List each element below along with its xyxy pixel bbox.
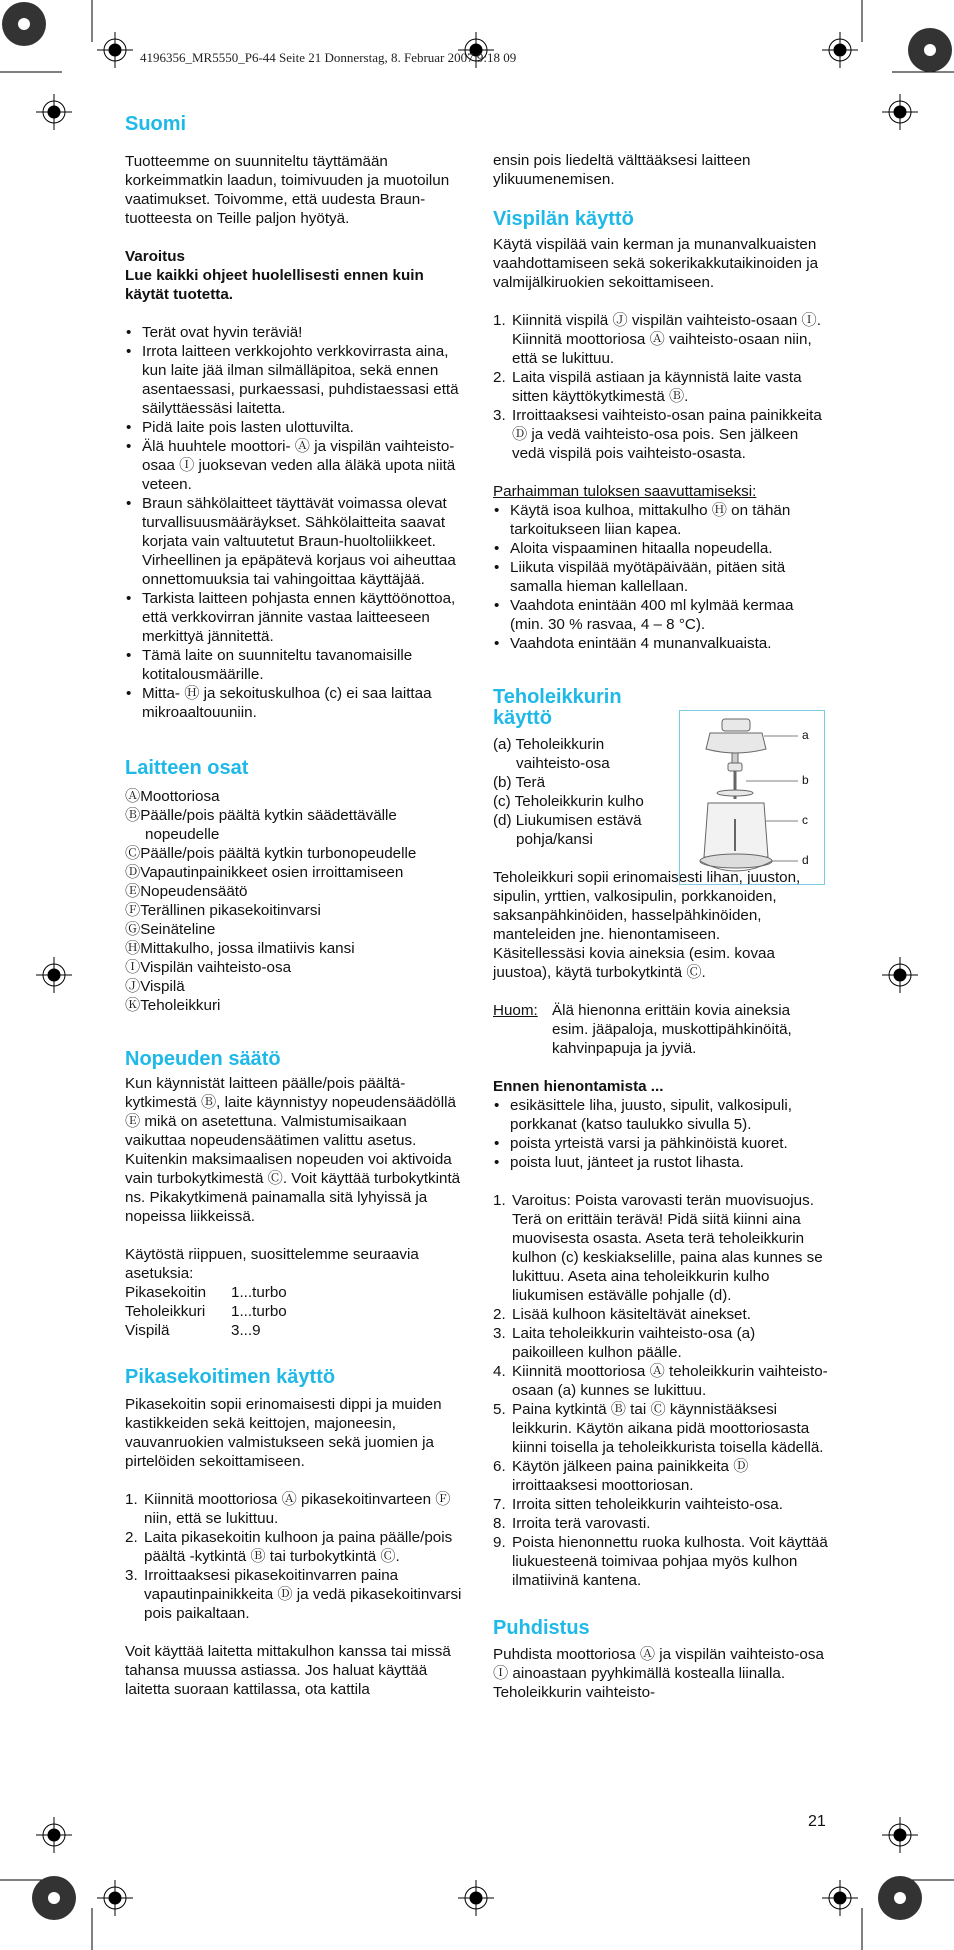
- whisk-steps: [493, 311, 830, 463]
- settings-table: [125, 1283, 287, 1340]
- warning-item: • Terät ovat hyvin teräviä!: [125, 323, 465, 342]
- section-title-cleaning: Puhdistus: [493, 1617, 590, 1639]
- table-row: Vispilä 3...9: [125, 1322, 261, 1339]
- figure-label: c: [802, 813, 808, 827]
- figure-label: d: [802, 853, 809, 867]
- chopper-steps: [493, 1191, 830, 1590]
- part-item: ⒸPäälle/pois päältä kytkin turbonopeudelle: [125, 845, 417, 862]
- part-item: ⒷPäälle/pois päältä kytkin säädettävälle: [125, 807, 397, 824]
- list-item: 1. Varoitus: Poista varovasti terän muovisuojus. Terä on erittäin terävä! Pidä siitä kiinni aina muovisesta osasta. Aseta terä teholeikkurin kulhon (c) keskiakselille, paina alas kunnes se lukittuu. Aseta aina teholeikkurin kulho liukumisen estävälle pohjalle (d).: [493, 1192, 823, 1304]
- warning-subheading: Lue kaikki ohjeet huolellisesti ennen kuin käytät tuotetta.: [125, 267, 424, 303]
- note-label: Huom:: [493, 1002, 538, 1019]
- part-item: ⒹVapautinpainikkeet osien irroittamiseen: [125, 864, 404, 881]
- warning-list: [125, 323, 465, 722]
- chopper-figure: [679, 710, 825, 885]
- warning-item: • Tarkista laitteen pohjasta ennen käyttöönottoa, että verkkovirran jännite vastaa laitteeseen merkittyä jännitettä.: [125, 589, 465, 646]
- list-item: 2. Lisää kulhoon käsiteltävät ainekset.: [493, 1306, 751, 1323]
- best-results-heading: Parhaimman tuloksen saavuttamiseksi:: [493, 483, 757, 500]
- list-item: • esikäsittele liha, juusto, sipulit, valkosipuli, porkkanat (katso taulukko sivulla 5).: [493, 1096, 830, 1134]
- part-item: ⒾVispilän vaihteisto-osa: [125, 959, 292, 976]
- table-row: Pikasekoitin 1...turbo: [125, 1284, 287, 1301]
- warning-item: • Tämä laite on suunniteltu tavanomaisille kotitalousmäärille.: [125, 646, 465, 684]
- note: [493, 1001, 830, 1058]
- blender-steps: [125, 1490, 465, 1623]
- part-item: ⒺNopeudensäätö: [125, 883, 248, 900]
- section-title-chopper: Teholeikkurin käyttö: [493, 686, 622, 729]
- warning-item: • Pidä laite pois lasten ulottuvilta.: [125, 418, 465, 437]
- blender-text: Voit käyttää laitetta mittakulhon kanssa tai missä tahansa muussa astiassa. Jos haluat käyttää laitetta suoraan kattilassa, ota kattila: [125, 1643, 451, 1698]
- list-item: • Liikuta vispilää myötäpäivään, pitäen sitä samalla hieman kallellaan.: [493, 558, 830, 596]
- list-item: 3. Laita teholeikkurin vaihteisto-osa (a) paikoilleen kulhon päälle.: [493, 1325, 756, 1361]
- warning-item: • Irrota laitteen verkkojohto verkkovirrasta aina, kun laite jää ilman silmälläpitoa, sekä ennen asentaessasi, purkaessasi, puhdistaessasi että säilyttäessäsi laitetta.: [125, 342, 465, 418]
- section-title-whisk: Vispilän käyttö: [493, 208, 634, 230]
- list-item: 4. Kiinnitä moottoriosa Ⓐ teholeikkurin vaihteisto-osaan (a) kunnes se lukittuu.: [493, 1363, 828, 1399]
- list-item: 3. Irroittaaksesi vaihteisto-osan paina painikkeita Ⓓ ja vedä vaihteisto-osa pois. Sen jälkeen vedä vispilä pois vaihteisto-osasta.: [493, 407, 822, 462]
- list-item: 1. Kiinnitä vispilä Ⓙ vispilän vaihteisto-osaan Ⓘ. Kiinnitä moottoriosa Ⓐ vaihteisto-osaan niin, että se lukittuu.: [493, 312, 821, 367]
- part-item: ⒼSeinäteline: [125, 921, 216, 938]
- best-results-list: [493, 501, 830, 653]
- list-item: 7. Irroita sitten teholeikkurin vaihteisto-osa.: [493, 1496, 783, 1513]
- cleaning-text: Puhdista moottoriosa Ⓐ ja vispilän vaihteisto-osa Ⓘ ainoastaan pyyhkimällä kostealla liinalla. Teholeikkurin vaihteisto-: [493, 1646, 824, 1701]
- before-list: [493, 1096, 830, 1172]
- part-item: ⒶMoottoriosa: [125, 788, 220, 805]
- figure-label: a: [802, 728, 809, 742]
- intro-text: Tuotteemme on suunniteltu täyttämään korkeimmatkin laadun, toimivuuden ja muotoilun vaatimukset. Toivomme, että uudesta Braun-tuotteesta on Teille paljon hyötyä.: [125, 153, 450, 227]
- warning-item: • Mitta- Ⓗ ja sekoituskulhoa (c) ei saa laittaa mikroaaltouuniin.: [125, 684, 465, 722]
- parts-list: [125, 787, 465, 1015]
- list-item: • Vaahdota enintään 400 ml kylmää kermaa (min. 30 % rasvaa, 4 – 8 °C).: [493, 596, 830, 634]
- part-item: ⒽMittakulho, jossa ilmatiivis kansi: [125, 940, 355, 957]
- page-title: Suomi: [125, 113, 187, 135]
- print-slug: 4196356_MR5550_P6-44 Seite 21 Donnerstag, 8. Februar 2007 9:18 09: [140, 50, 517, 65]
- section-title-parts: Laitteen osat: [125, 757, 249, 779]
- list-item: 2. Laita pikasekoitin kulhoon ja paina päälle/pois päältä -kytkintä Ⓑ tai turbokytkintä Ⓒ.: [125, 1529, 453, 1565]
- note-text: Älä hienonna erittäin kovia aineksia esim. jääpaloja, muskottipähkinöitä, kahvinpapuja ja jyviä.: [552, 1002, 792, 1057]
- part-item: nopeudelle: [145, 826, 220, 843]
- speed-text: Käytöstä riippuen, suosittelemme seuraavia asetuksia:: [125, 1246, 419, 1282]
- blender-text: Pikasekoitin sopii erinomaisesti dippi ja muiden kastikkeiden sekä keittojen, majoneesin, vauvanruokien valmistukseen sekä juomien ja pirtelöiden sekoittamiseen.: [125, 1396, 442, 1470]
- page-number: 21: [808, 1813, 826, 1830]
- list-item: 9. Poista hienonnettu ruoka kulhosta. Voit käyttää liukuesteenä toimivaa pohjaa myös kulhon ilmatiivinä kantena.: [493, 1534, 828, 1589]
- right-column: [493, 151, 830, 1702]
- figure-label: b: [802, 773, 809, 787]
- list-item: 6. Käytön jälkeen paina painikkeita Ⓓ irroittaaksesi moottoriosan.: [493, 1458, 749, 1494]
- speed-text: Kuitenkin maksimaalisen nopeuden voi aktivoida vain turbokytkimestä Ⓒ. Voit käyttää turbokytkintä ns. Pikakytkimenä painamalla sitä lyhyissä ja nopeissa liikkeissä.: [125, 1151, 461, 1225]
- list-item: 3. Irroittaaksesi pikasekoitinvarren paina vapautinpainikkeita Ⓓ ja vedä pikasekoitinvarsi pois paikaltaan.: [125, 1567, 462, 1622]
- list-item: • poista luut, jänteet ja rustot lihasta.: [493, 1153, 830, 1172]
- chopper-text: Käsitellessäsi kovia aineksia (esim. kovaa juustoa), käytä turbokytkintä Ⓒ.: [493, 945, 775, 981]
- section-title-blender: Pikasekoitimen käyttö: [125, 1366, 336, 1388]
- list-item: 1. Kiinnitä moottoriosa Ⓐ pikasekoitinvarteen Ⓕ niin, että se lukittuu.: [125, 1491, 451, 1527]
- chopper-parts-list: (a) Teholeikkurin vaihteisto-osa (b) Terä (c) Teholeikkurin kulho (d) Liukumisen estävä pohja/kansi: [493, 736, 644, 848]
- before-heading: Ennen hienontamista ...: [493, 1078, 664, 1095]
- part-item: ⓀTeholeikkuri: [125, 997, 221, 1014]
- chopper-text: Teholeikkuri sopii erinomaisesti lihan, juuston, sipulin, yrttien, valkosipulin, porkkanoiden, saksanpähkinöiden, hasselpähkinöiden, manteleiden jne. hienontamiseen.: [493, 869, 801, 943]
- list-item: • Vaahdota enintään 4 munanvalkuaista.: [493, 634, 830, 653]
- whisk-text: Käytä vispilää vain kerman ja munanvalkuaisten vaahdottamiseen sekä sokerikakkutaikinoiden ja valmijälkiruokien sekoittamiseen.: [493, 236, 819, 291]
- warning-item: • Braun sähkölaitteet täyttävät voimassa olevat turvallisuusmääräykset. Sähkölaitteita saavat korjata vain valtuutetut Braun-huoltoliikkeet. Virheellinen ja epäpätevä korjaus voi aiheuttaa onnettomuuksia tai vahingoittaa käyttäjää.: [125, 494, 465, 589]
- speed-text: Kun käynnistät laitteen päälle/pois päältä-kytkimestä Ⓑ, laite käynnistyy nopeudensäädöllä Ⓔ mikä on asetettuna. Valmistumisaikaan vaikuttaa nopeudensäätimen valittu asetus.: [125, 1075, 456, 1149]
- list-item: 2. Laita vispilä astiaan ja käynnistä laite vasta sitten käyttökytkimestä Ⓑ.: [493, 369, 802, 405]
- part-item: ⒻTerällinen pikasekoitinvarsi: [125, 902, 321, 919]
- list-item: • Aloita vispaaminen hitaalla nopeudella.: [493, 539, 830, 558]
- left-column: [125, 113, 465, 1699]
- list-item: 5. Paina kytkintä Ⓑ tai Ⓒ käynnistääksesi leikkurin. Käytön aikana pidä moottoriosasta kiinni toisella ja teholeikkurista toisella kädellä.: [493, 1401, 824, 1456]
- part-item: ⒿVispilä: [125, 978, 185, 995]
- section-title-speed: Nopeuden säätö: [125, 1048, 281, 1070]
- warning-item: • Älä huuhtele moottori- Ⓐ ja vispilän vaihteisto-osaa Ⓘ juoksevan veden alla äläkä upota niitä veteen.: [125, 437, 465, 494]
- continued-text: ensin pois liedeltä välttääksesi laitteen ylikuumenemisen.: [493, 152, 751, 188]
- list-item: 8. Irroita terä varovasti.: [493, 1515, 651, 1532]
- list-item: • poista yrteistä varsi ja pähkinöistä kuoret.: [493, 1134, 830, 1153]
- warning-heading: Varoitus: [125, 248, 185, 265]
- table-row: Teholeikkuri 1...turbo: [125, 1303, 287, 1320]
- list-item: • Käytä isoa kulhoa, mittakulho Ⓗ on tähän tarkoitukseen liian kapea.: [493, 501, 830, 539]
